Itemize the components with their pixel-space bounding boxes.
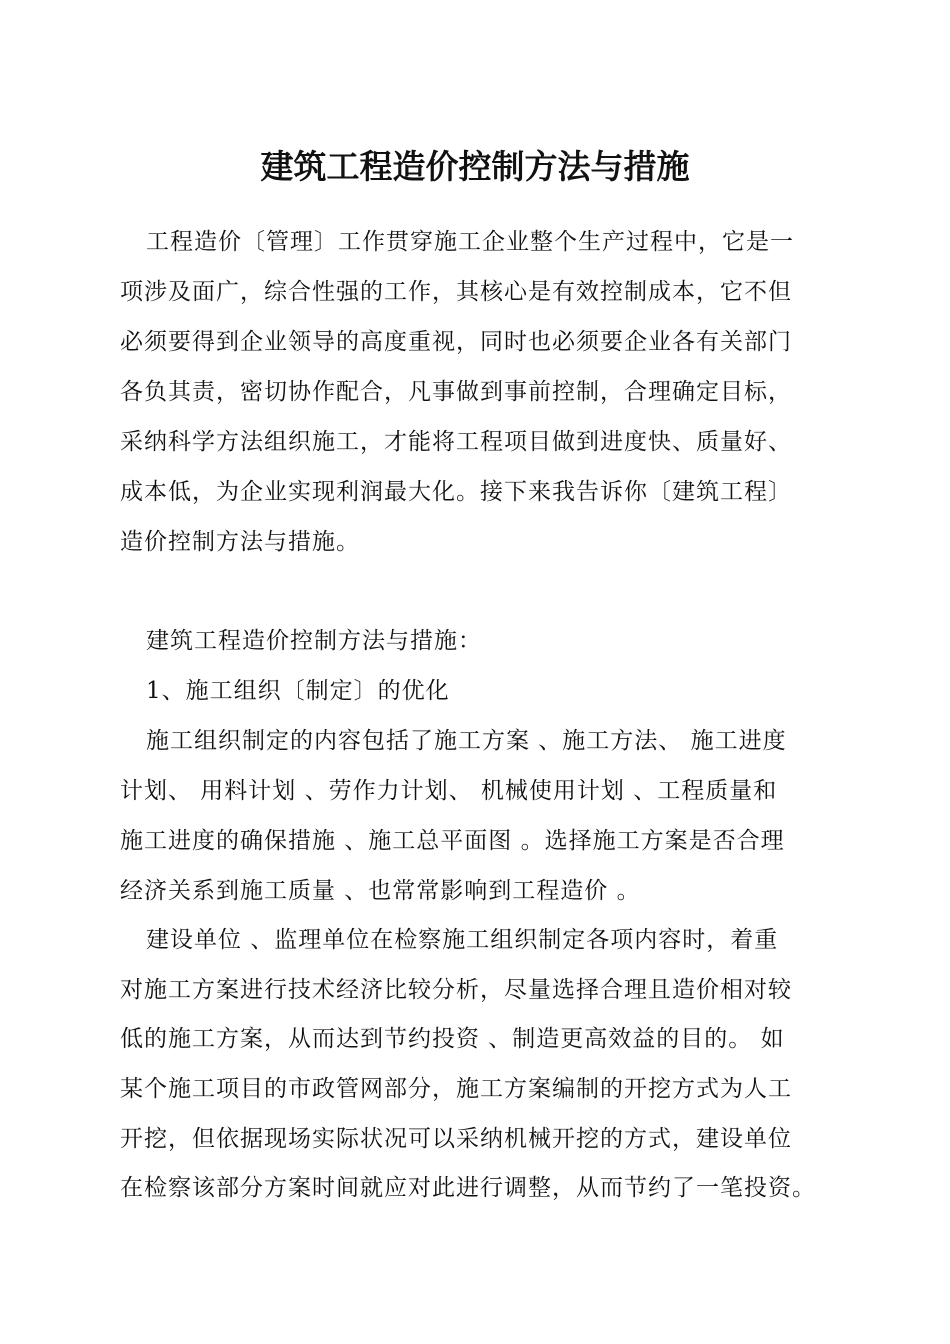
paragraph-line: 各负其责，密切协作配合，凡事做到事前控制，合理确定目标， (120, 379, 792, 405)
paragraph-line: 某个施工项目的市政管网部分，施工方案编制的开挖方式为人工 (120, 1076, 792, 1102)
paragraph-line: 施工进度的确保措施 、施工总平面图 。选择施工方案是否合理 (120, 828, 785, 854)
paragraph-line: 低的施工方案，从而达到节约投资 、制造更高效益的目的。 如 (120, 1026, 785, 1052)
paragraph-line: 在检察该部分方案时间就应对此进行调整，从而节约了一笔投资。 (120, 1175, 816, 1201)
paragraph-line: 项涉及面广，综合性强的工作，其核心是有效控制成本，它不但 (120, 279, 792, 305)
paragraph-line: 造价控制方法与措施。 (120, 529, 360, 555)
paragraph-line: 对施工方案进行技术经济比较分析，尽量选择合理且造价相对较 (120, 977, 792, 1003)
paragraph-line: 成本低，为企业实现利润最大化。接下来我告诉你〔建筑工程〕 (120, 479, 792, 505)
document-title: 建筑工程造价控制方法与措施 (260, 147, 690, 186)
paragraph-line: 必须要得到企业领导的高度重视，同时也必须要企业各有关部门 (120, 329, 792, 355)
section-heading: 建筑工程造价控制方法与措施： (146, 628, 482, 654)
paragraph-line: 建设单位 、监理单位在检察施工组织制定各项内容时，着重 (146, 927, 779, 953)
paragraph-line: 采纳科学方法组织施工，才能将工程项目做到进度快、质量好、 (120, 429, 792, 455)
paragraph-line: 计划、 用料计划 、劳作力计划、 机械使用计划 、工程质量和 (120, 778, 778, 804)
paragraph-line: 工程造价〔管理〕工作贯穿施工企业整个生产过程中，它是一 (146, 229, 794, 255)
paragraph-line: 施工组织制定的内容包括了施工方案 、施工方法、 施工进度 (146, 728, 787, 754)
subsection-heading: 1、施工组织〔制定〕的优化 (146, 678, 450, 704)
paragraph-line: 经济关系到施工质量 、也常常影响到工程造价 。 (120, 878, 641, 904)
paragraph-line: 开挖，但依据现场实际状况可以采纳机械开挖的方式，建设单位 (120, 1126, 792, 1152)
